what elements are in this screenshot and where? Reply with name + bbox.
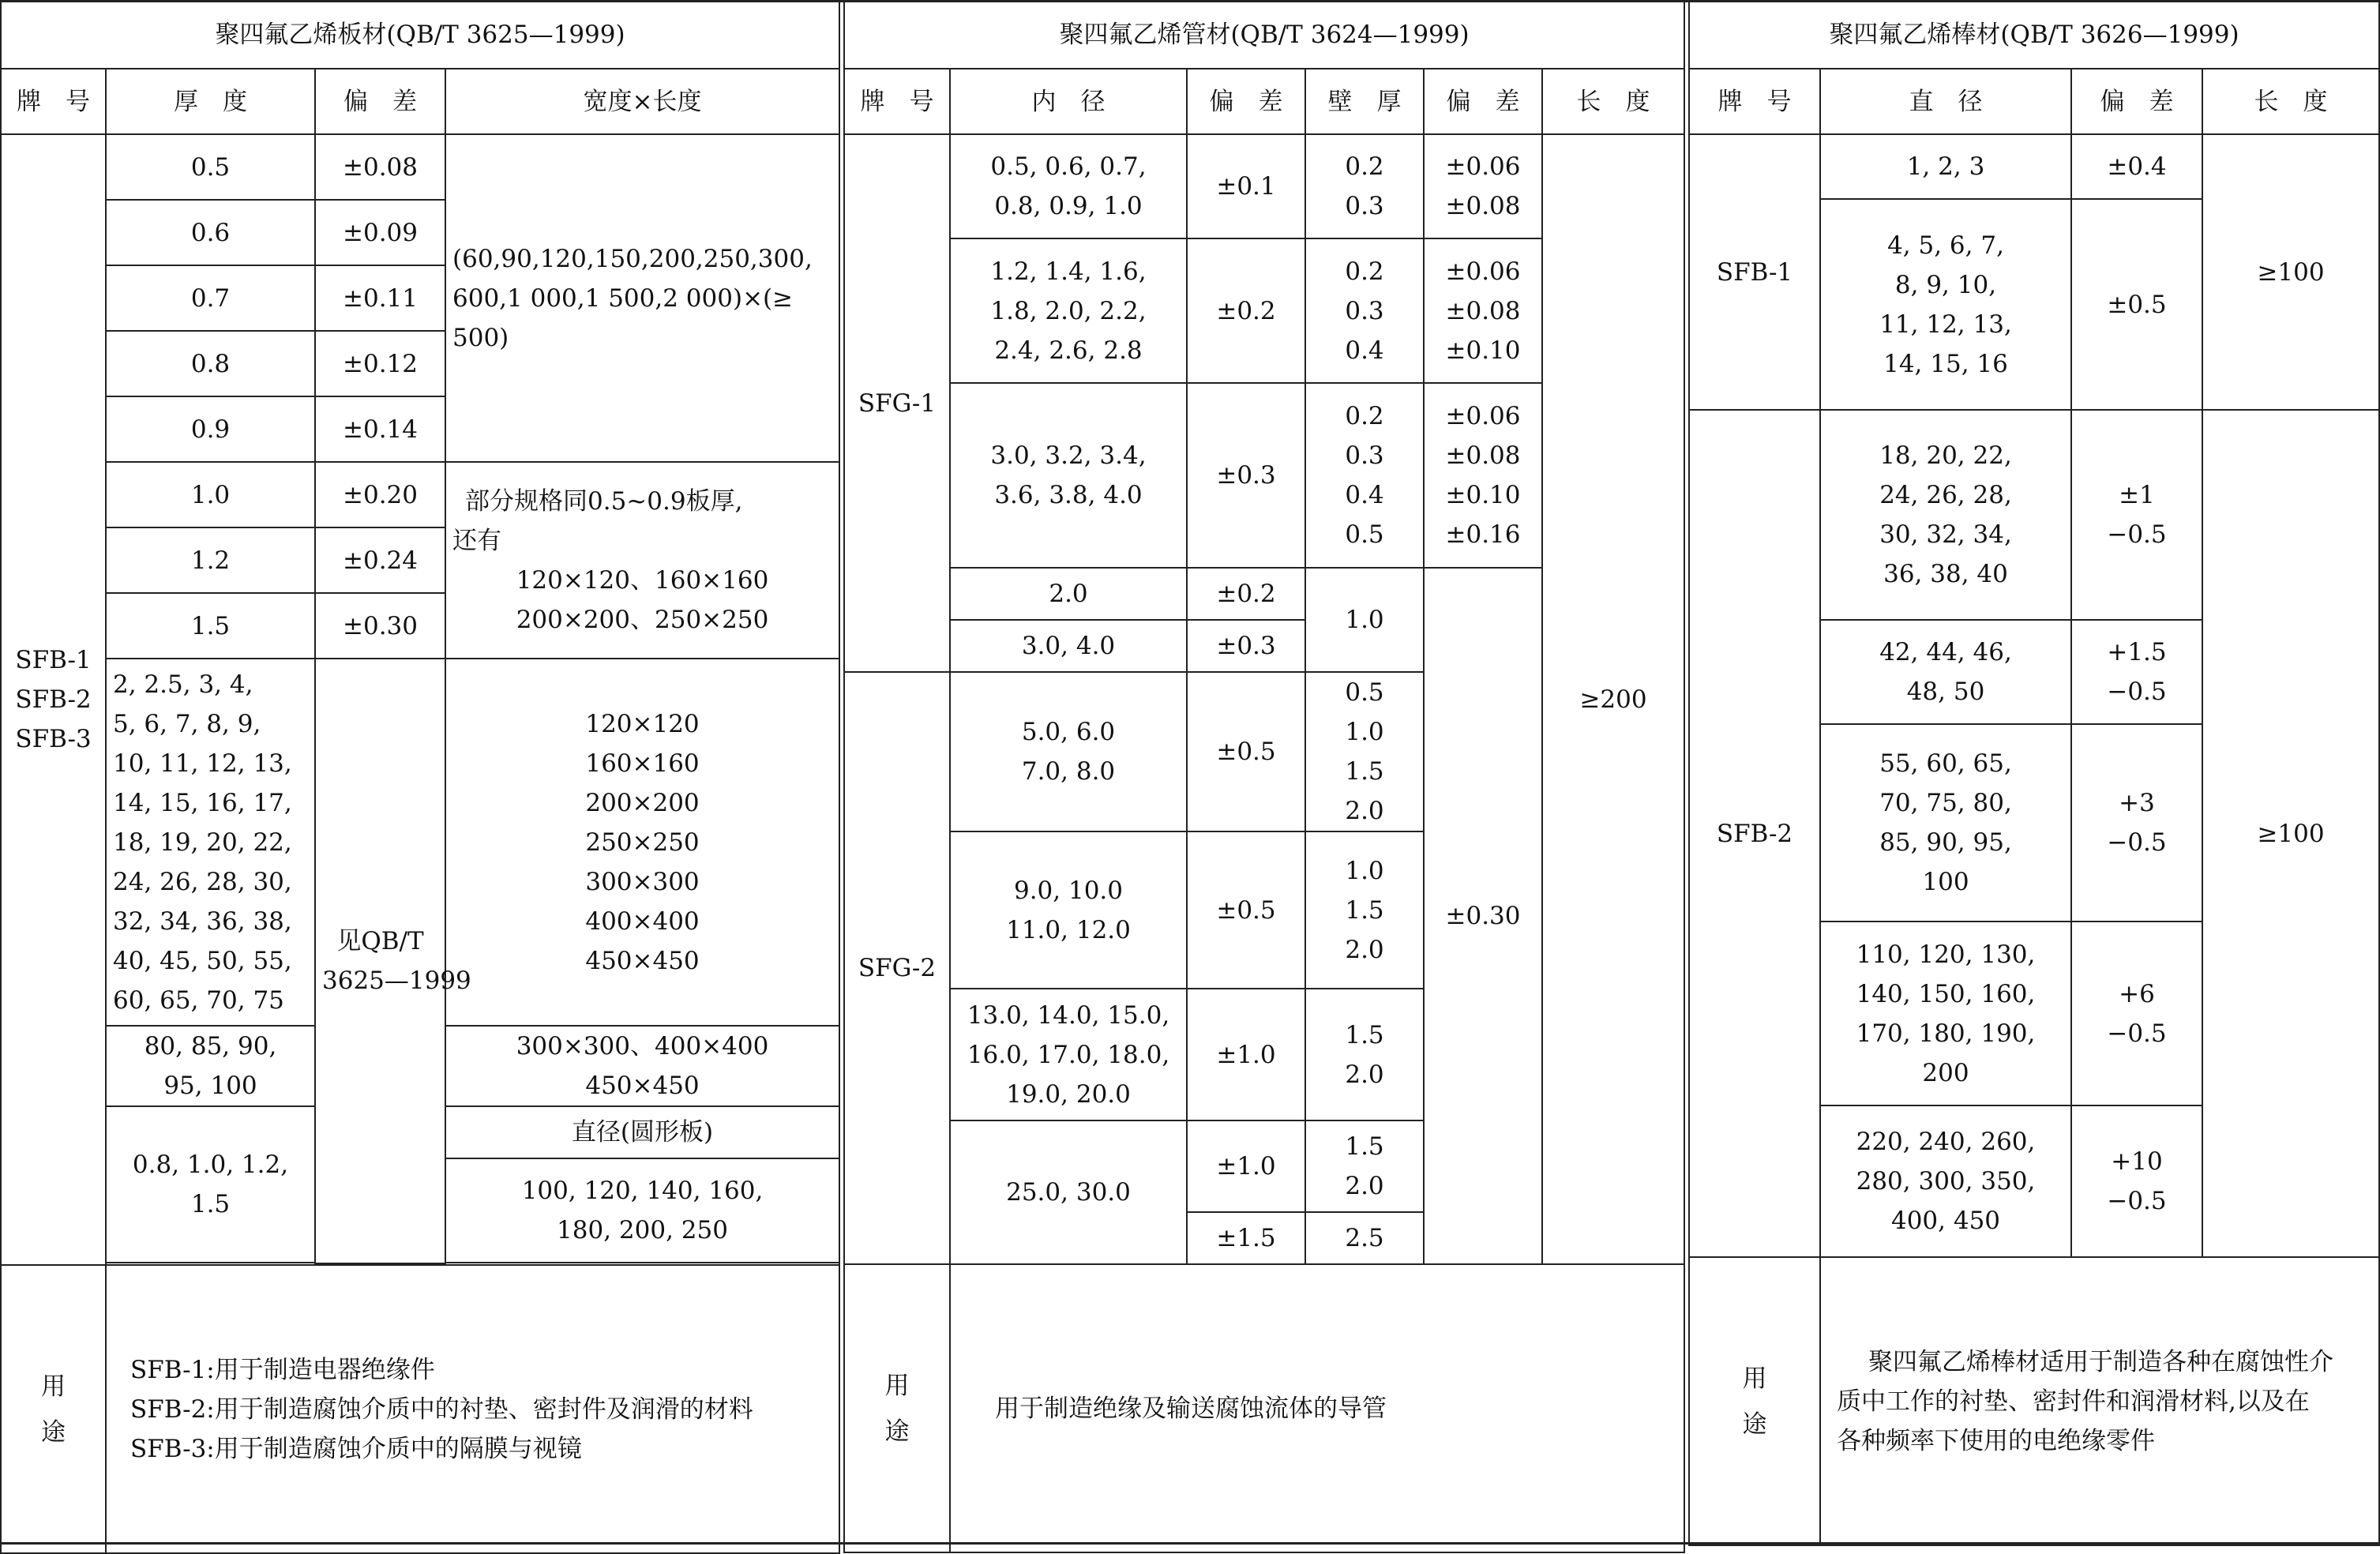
rod-dia-line: 110, 120, 130, [1856, 940, 2036, 969]
plate-usage [106, 1265, 839, 1553]
tube-inner-line: 3.0, 3.2, 3.4, [990, 441, 1147, 470]
rod-panel [1688, 0, 2378, 1545]
rod-length-2: ≥100 [2202, 410, 2379, 1257]
panel-divider [1684, 0, 1685, 1545]
plate-size-group-2 [445, 462, 839, 659]
plate-header-size: 宽度×长度 [445, 69, 839, 134]
rod-tol-line: ±1 [2119, 481, 2155, 509]
tube-inner-line: 1.2, 1.4, 1.6, [990, 257, 1147, 286]
tube-wall-line: 2.0 [1345, 1060, 1384, 1089]
rod-dia-line: 140, 150, 160, [1856, 979, 2036, 1008]
tube-usage: 用于制造绝缘及输送腐蚀流体的导管 [950, 1264, 1684, 1552]
plate-size-line: 部分规格同0.5~0.9板厚, [465, 486, 743, 516]
tube-wall-line: 1.5 [1345, 1132, 1384, 1161]
rod-diameter [1820, 410, 2071, 620]
rod-dia-line: 100 [1922, 868, 1969, 896]
plate-size-line: 120×120 [585, 709, 700, 738]
rod-tolerance: ±0.4 [2071, 134, 2202, 199]
rod-grade-sfb2: SFB-2 [1689, 410, 1820, 1257]
plate-grade: SFB-1 [15, 646, 92, 674]
tube-wall: 2.5 [1305, 1212, 1424, 1264]
tube-wall-line: 0.2 [1345, 257, 1384, 286]
rod-usage-char: 途 [1742, 1409, 1767, 1439]
tube-tolerance: ±0.3 [1187, 383, 1305, 568]
tube-inner-line: 0.5, 0.6, 0.7, [990, 152, 1147, 181]
rod-diameter [1820, 199, 2071, 410]
plate-table [0, 0, 840, 1554]
bottom-border [0, 1542, 2378, 1545]
plate-size-line: 500) [452, 323, 509, 352]
plate-size-line: 120×120、160×160 [516, 565, 769, 595]
tube-wall-line: 1.5 [1345, 757, 1384, 786]
tube-wall-tol-line: ±0.06 [1445, 257, 1521, 286]
plate-title: 聚四氟乙烯板材(QB/T 3625—1999) [1, 1, 839, 69]
rod-usage-line: 各种频率下使用的电绝缘零件 [1837, 1426, 2155, 1455]
rod-dia-line: 400, 450 [1890, 1207, 2001, 1235]
plate-see-line: 3625—1999 [322, 967, 471, 995]
plate-size-line: (60,90,120,150,200,250,300, [452, 244, 813, 273]
plate-see-line: 见QB/T [336, 927, 424, 955]
tube-tolerance: ±1.0 [1187, 1120, 1305, 1212]
rod-diameter: 1, 2, 3 [1820, 134, 2071, 199]
rod-tolerance [2071, 724, 2202, 922]
plate-header-grade: 牌 号 [1, 69, 106, 134]
rod-dia-line: 8, 9, 10, [1894, 270, 1997, 299]
plate-thickness: 0.5 [106, 134, 315, 200]
rod-tol-line: −0.5 [2107, 1019, 2167, 1048]
plate-thick-line: 40, 45, 50, 55, [113, 946, 292, 975]
plate-size-group-1 [445, 134, 839, 462]
tube-header-wall-tolerance: 偏 差 [1424, 69, 1542, 134]
rod-dia-line: 200 [1922, 1058, 1969, 1087]
tube-inner-line: 16.0, 17.0, 18.0, [967, 1040, 1170, 1069]
rod-dia-line: 36, 38, 40 [1883, 560, 2008, 588]
rod-usage [1820, 1257, 2379, 1545]
rod-dia-line: 170, 180, 190, [1856, 1019, 2036, 1048]
plate-header-thickness: 厚 度 [106, 69, 315, 134]
tube-length: ≥200 [1542, 134, 1684, 1264]
tube-inner [950, 134, 1187, 238]
rod-dia-line: 48, 50 [1906, 678, 1985, 706]
rod-dia-line: 220, 240, 260, [1856, 1128, 2036, 1156]
rod-header-length: 长 度 [2202, 69, 2379, 134]
plate-size-line: 400×400 [585, 906, 700, 936]
tube-inner: 2.0 [950, 568, 1187, 620]
plate-usage-line: SFB-3:用于制造腐蚀介质中的隔膜与视镜 [130, 1434, 582, 1463]
rod-tol-line: +1.5 [2107, 638, 2167, 666]
tube-wall [1305, 134, 1424, 238]
tube-wall [1305, 383, 1424, 568]
tube-wall-line: 0.2 [1345, 152, 1384, 181]
rod-dia-line: 11, 12, 13, [1879, 310, 2012, 339]
rod-tol-line: +6 [2119, 979, 2155, 1008]
plate-tolerance: ±0.09 [315, 200, 445, 265]
tube-panel [843, 0, 1684, 1545]
tube-wall [1305, 831, 1424, 989]
tube-usage-char: 途 [884, 1417, 910, 1446]
plate-thickness: 0.8 [106, 331, 315, 396]
plate-thick-line: 24, 26, 28, 30, [113, 867, 292, 896]
tube-wall-line: 1.5 [1345, 1020, 1384, 1049]
rod-tolerance: ±0.5 [2071, 199, 2202, 410]
rod-diameter [1820, 1105, 2071, 1257]
plate-see-standard [315, 659, 471, 1263]
tube-header-grade: 牌 号 [844, 69, 950, 134]
tube-wall-tolerance [1424, 134, 1542, 238]
panel-divider [839, 0, 840, 1545]
tube-inner-line: 1.8, 2.0, 2.2, [990, 296, 1147, 325]
plate-thickness: 1.2 [106, 527, 315, 593]
plate-tolerance: ±0.30 [315, 593, 445, 659]
tube-tolerance: ±0.5 [1187, 831, 1305, 989]
rod-tol-line: +3 [2119, 789, 2155, 817]
tube-tolerance: ±0.3 [1187, 620, 1305, 672]
tube-wall-line: 1.5 [1345, 895, 1384, 925]
plate-round-label: 直径(圆形板) [445, 1106, 839, 1158]
tube-wall-line: 0.3 [1345, 192, 1384, 220]
tube-inner-line: 7.0, 8.0 [1021, 757, 1116, 786]
rod-tolerance [2071, 922, 2202, 1105]
plate-size-line: 300×300 [585, 867, 700, 896]
rod-grade-sfb1: SFB-1 [1689, 134, 1820, 410]
tube-inner-line: 2.4, 2.6, 2.8 [994, 336, 1143, 365]
plate-round-thick-line: 0.8, 1.0, 1.2, [132, 1150, 289, 1179]
tube-header-tolerance: 偏 差 [1187, 69, 1305, 134]
tube-wall-line: 1.0 [1345, 718, 1384, 746]
plate-thick-line: 18, 19, 20, 22, [113, 828, 292, 857]
plate-size-line: 250×250 [585, 828, 700, 857]
rod-tolerance [2071, 620, 2202, 724]
tube-table [843, 0, 1685, 1553]
tube-wall-tol-line: ±0.08 [1445, 296, 1521, 325]
tube-wall-line: 0.2 [1345, 402, 1384, 430]
tube-tolerance: ±0.2 [1187, 238, 1305, 383]
rod-tolerance [2071, 1105, 2202, 1257]
plate-size-line: 200×200 [585, 788, 700, 817]
rod-tol-line: −0.5 [2107, 678, 2167, 706]
tube-wall-tolerance-shared: ±0.30 [1424, 568, 1542, 1264]
tube-wall-tol-line: ±0.10 [1445, 336, 1521, 365]
tube-wall [1305, 238, 1424, 383]
rod-dia-line: 70, 75, 80, [1879, 789, 2012, 817]
tube-grade-sfg1: SFG-1 [844, 134, 950, 672]
tube-inner-line: 13.0, 14.0, 15.0, [967, 1000, 1170, 1030]
rod-dia-line: 55, 60, 65, [1879, 749, 2012, 778]
rod-dia-line: 30, 32, 34, [1879, 520, 2012, 549]
plate-thickness: 1.0 [106, 462, 315, 527]
plate-thick-line: 14, 15, 16, 17, [113, 788, 292, 817]
plate-thickness: 1.5 [106, 593, 315, 659]
tube-usage-char: 用 [884, 1371, 910, 1400]
tube-wall [1305, 672, 1424, 831]
plate-thick-2 [106, 1026, 315, 1106]
tube-inner-line: 19.0, 20.0 [1006, 1079, 1131, 1109]
tube-wall [1305, 989, 1424, 1120]
plate-size-line: 200×200、250×250 [516, 605, 769, 634]
tube-header-inner: 内 径 [950, 69, 1187, 134]
rod-dia-line: 42, 44, 46, [1879, 638, 2012, 666]
tube-inner-line: 3.6, 3.8, 4.0 [994, 481, 1143, 509]
tube-wall-tol-line: ±0.08 [1445, 441, 1521, 470]
tube-wall-line: 2.0 [1345, 797, 1384, 825]
tube-tolerance: ±1.5 [1187, 1212, 1305, 1264]
tube-wall-line: 0.3 [1345, 441, 1384, 470]
plate-round-dia-line: 180, 200, 250 [557, 1216, 728, 1244]
plate-thick-line: 10, 11, 12, 13, [113, 749, 292, 778]
plate-grade: SFB-3 [15, 725, 92, 753]
plate-usage-char: 用 [41, 1372, 66, 1401]
plate-usage-char: 途 [41, 1417, 66, 1447]
plate-size-line: 450×450 [585, 1072, 700, 1100]
tube-inner [950, 238, 1187, 383]
tube-wall-line: 0.4 [1345, 481, 1384, 509]
tube-inner [950, 989, 1187, 1120]
tube-inner-line: 9.0, 10.0 [1013, 876, 1124, 905]
rod-tol-line: −0.5 [2107, 828, 2167, 857]
plate-thick-line: 95, 100 [163, 1072, 257, 1100]
plate-size-line: 450×450 [585, 946, 700, 975]
rod-header-tolerance: 偏 差 [2071, 69, 2202, 134]
tube-inner-line: 0.8, 0.9, 1.0 [994, 192, 1143, 220]
tube-tolerance: ±0.5 [1187, 672, 1305, 831]
plate-round-thick-line: 1.5 [190, 1190, 231, 1218]
plate-size-line: 600,1 000,1 500,2 000)×(≥ [452, 283, 794, 313]
rod-tol-line: −0.5 [2107, 520, 2167, 549]
plate-tolerance: ±0.12 [315, 331, 445, 396]
plate-round-diameter [445, 1158, 839, 1263]
tube-wall-line: 0.5 [1345, 520, 1384, 549]
rod-header-diameter: 直 径 [1820, 69, 2071, 134]
tube-usage-label [844, 1264, 950, 1552]
plate-thick-line: 80, 85, 90, [144, 1032, 277, 1060]
rod-dia-line: 85, 90, 95, [1879, 828, 2012, 857]
plate-size-group-4 [445, 1026, 839, 1106]
tube-wall-tol-line: ±0.16 [1445, 520, 1521, 549]
plate-size-line: 300×300、400×400 [516, 1032, 769, 1060]
tube-header-length: 长 度 [1542, 69, 1684, 134]
tube-tolerance: ±0.2 [1187, 568, 1305, 620]
rod-usage-line: 聚四氟乙烯棒材适用于制造各种在腐蚀性介 [1868, 1347, 2333, 1376]
plate-grade-cell [1, 134, 106, 1265]
rod-diameter [1820, 620, 2071, 724]
plate-round-thickness [106, 1106, 315, 1263]
plate-tolerance: ±0.08 [315, 134, 445, 200]
rod-dia-line: 18, 20, 22, [1879, 441, 2012, 470]
plate-grade: SFB-2 [15, 685, 92, 714]
tube-wall-tolerance [1424, 383, 1542, 568]
rod-usage-line: 质中工作的衬垫、密封件和润滑材料,以及在 [1837, 1387, 2310, 1416]
rod-dia-line: 4, 5, 6, 7, [1887, 231, 2004, 260]
plate-header-tolerance: 偏 差 [315, 69, 445, 134]
tube-inner: 3.0, 4.0 [950, 620, 1187, 672]
plate-thick-line: 60, 65, 70, 75 [113, 985, 284, 1015]
tube-tolerance: ±1.0 [1187, 989, 1305, 1120]
rod-dia-line: 14, 15, 16 [1883, 349, 2008, 378]
plate-tolerance: ±0.24 [315, 527, 445, 593]
tube-wall-shared: 1.0 [1305, 568, 1424, 672]
rod-diameter [1820, 922, 2071, 1105]
tube-wall-tol-line: ±0.06 [1445, 152, 1521, 181]
plate-size-line: 还有 [452, 526, 501, 555]
tube-wall-tol-line: ±0.10 [1445, 481, 1521, 509]
tube-inner-line: 11.0, 12.0 [1006, 915, 1131, 944]
plate-size-line: 160×160 [585, 749, 700, 778]
rod-tol-line: −0.5 [2107, 1187, 2167, 1215]
plate-size-group-3 [445, 659, 839, 1026]
rod-table [1688, 0, 2380, 1546]
tube-wall-line: 2.0 [1345, 935, 1384, 964]
tube-wall-tol-line: ±0.06 [1445, 402, 1521, 430]
plate-thick-line: 32, 34, 36, 38, [113, 906, 292, 936]
tube-wall-tolerance [1424, 238, 1542, 383]
tube-wall-line: 0.3 [1345, 296, 1384, 325]
rod-length-1: ≥100 [2202, 134, 2379, 410]
plate-tolerance: ±0.14 [315, 396, 445, 462]
rod-title: 聚四氟乙烯棒材(QB/T 3626—1999) [1689, 1, 2379, 69]
plate-thick-list [106, 659, 315, 1026]
tube-wall-tol-line: ±0.08 [1445, 192, 1521, 220]
tube-inner [950, 831, 1187, 989]
tube-header-wall: 壁 厚 [1305, 69, 1424, 134]
tube-title: 聚四氟乙烯管材(QB/T 3624—1999) [844, 1, 1684, 69]
plate-thickness: 0.7 [106, 265, 315, 331]
plate-panel [0, 0, 839, 1545]
tube-inner: 25.0, 30.0 [950, 1120, 1187, 1264]
plate-usage-label [1, 1265, 106, 1553]
tube-tolerance: ±0.1 [1187, 134, 1305, 238]
top-border [0, 0, 2378, 2]
tube-inner-line: 5.0, 6.0 [1021, 718, 1116, 746]
plate-round-dia-line: 100, 120, 140, 160, [521, 1177, 764, 1205]
rod-tol-line: +10 [2111, 1147, 2163, 1176]
rod-dia-line: 280, 300, 350, [1856, 1167, 2036, 1196]
plate-tolerance: ±0.11 [315, 265, 445, 331]
rod-diameter [1820, 724, 2071, 922]
rod-usage-char: 用 [1742, 1364, 1767, 1393]
tube-wall-line: 1.0 [1345, 856, 1384, 885]
rod-tolerance [2071, 410, 2202, 620]
plate-thickness: 0.9 [106, 396, 315, 462]
tube-wall-line: 2.0 [1345, 1172, 1384, 1200]
plate-thick-line: 5, 6, 7, 8, 9, [113, 709, 261, 738]
tube-inner [950, 672, 1187, 831]
tube-grade-sfg2: SFG-2 [844, 672, 950, 1264]
plate-thickness: 0.6 [106, 200, 315, 265]
tube-wall-line: 0.4 [1345, 336, 1384, 365]
rod-header-grade: 牌 号 [1689, 69, 1820, 134]
plate-tolerance: ±0.20 [315, 462, 445, 527]
rod-usage-label [1689, 1257, 1820, 1545]
plate-usage-line: SFB-1:用于制造电器绝缘件 [130, 1355, 435, 1384]
plate-thick-line: 2, 2.5, 3, 4, [113, 670, 253, 699]
tube-wall-line: 0.5 [1345, 678, 1384, 707]
plate-usage-line: SFB-2:用于制造腐蚀介质中的衬垫、密封件及润滑的材料 [130, 1394, 753, 1424]
tube-wall [1305, 1120, 1424, 1212]
rod-dia-line: 24, 26, 28, [1879, 481, 2012, 509]
tube-inner [950, 383, 1187, 568]
